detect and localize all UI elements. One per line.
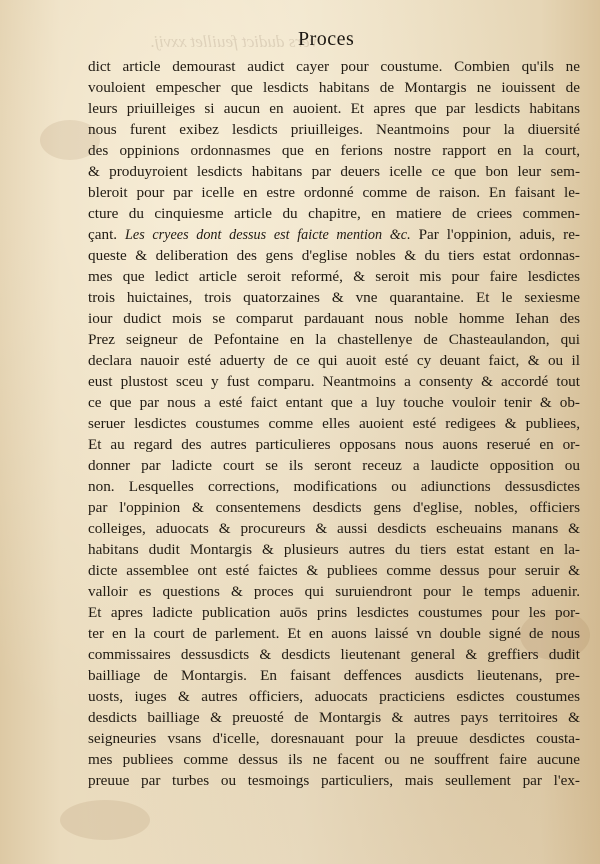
text-line: & produyroient lesdicts habitans par deuers icelle ce que bon leur sem- (88, 163, 580, 180)
text-line: dicte assemblee ont esté faictes & publiees comme dessus pour seruir & (88, 562, 580, 579)
text-line: declara nauoir esté aduerty de ce qui auoit esté cy deuant faict, & ou il (88, 352, 580, 369)
text-line: bailliage de Montargis. En faisant deffences ausdicts lieutenans, pre- (88, 667, 580, 684)
text-line: des oppinions ordonnasmes que en ferions nostre rapport en la court, (88, 142, 580, 159)
text-line: colleiges, aduocats & procureurs & aussi desdicts escheuains manans & (88, 520, 580, 537)
text-line: dict article demourast audict cayer pour coustume. Combien qu'ils ne (88, 58, 580, 75)
text-line: iour dudict mois se comparut pardauant nous noble homme Iehan des (88, 310, 580, 327)
text-line: donner par ladicte court se ils seront receuz a laudicte opposition ou (88, 457, 580, 474)
text-line: preuue par turbes ou tesmoings particuliers, mais seullement par l'ex- (88, 772, 580, 789)
text-line: seigneuries vsans d'icelle, doresnauant pour la preuue desdictes cousta- (88, 730, 580, 747)
text-line: ter en la court de parlement. Et en auons laissé vn double signé de nous (88, 625, 580, 642)
text-line: desdicts bailliage & preuosté de Montargis & autres pays territoires & (88, 709, 580, 726)
text-line: nous furent exibez lesdicts priuilleiges. Neantmoins pour la diuersité (88, 121, 580, 138)
text-line-with-italic (88, 224, 580, 245)
text-line: Prez seigneur de Pefontaine en la chastellenye de Chasteaulandon, qui (88, 331, 580, 348)
text-segment: Par l'oppinion, aduis, re- (418, 226, 580, 243)
text-line: trois huictaines, trois quatorzaines & vne quarantaine. Et le sexiesme (88, 289, 580, 306)
text-line: ce que par nous a esté faict entant que a luy touche vouloir tenir & ob- (88, 394, 580, 411)
paper-stain (60, 800, 150, 840)
running-head: Proces (298, 28, 355, 50)
text-line: Et apres ladicte publication auōs prins lesdictes coustumes pour les por- (88, 604, 580, 621)
text-line: queste & deliberation des gens d'eglise nobles & du tiers estat ordonnas- (88, 247, 580, 264)
text-line: seruer lesdictes coustumes comme elles auoient esté redigees & publiees, (88, 415, 580, 432)
text-line: mes que ledict article seroit reformé, & seroit mis pour faire lesdictes (88, 268, 580, 285)
text-line: bleroit pour par icelle en estre ordonné comme de raison. En faisant le- (88, 184, 580, 201)
text-line: habitans dudit Montargis & plusieurs autres du tiers estat estant en la- (88, 541, 580, 558)
text-line: uosts, iuges & autres officiers, aduocats practiciens esdictes coustumes (88, 688, 580, 705)
text-line: cture du cinquiesme article du chapitre, en matiere de criees commen- (88, 205, 580, 222)
text-line: eust plustost sceu y fust comparu. Neantmoins a consenty & accordé tout (88, 373, 580, 390)
text-line: par l'oppinion & consentemens desdicts gens d'eglise, nobles, officiers (88, 499, 580, 516)
text-line: valloir es questions & proces qui suruiendront pour le temps aduenir. (88, 583, 580, 600)
text-line: commissaires dessusdicts & desdicts lieutenant general & greffiers dudit (88, 646, 580, 663)
text-line: vouloient empescher que lesdicts habitans de Montargis ne iouissent de (88, 79, 580, 96)
italic-citation: Les cryees dont dessus est faicte mention &c. (125, 227, 411, 243)
text-line: Et au regard des autres particulieres opposans nous auons reserué en or- (88, 436, 580, 453)
text-segment: çant. (88, 226, 118, 243)
text-line: mes publiees comme dessus ils ne facent ou ne souffrent faire aucune (88, 751, 580, 768)
text-line: non. Lesquelles corrections, modifications ou adiunctions dessusdictes (88, 478, 580, 495)
bleed-through-text: vers dudict feuillet xxvij. (150, 32, 318, 51)
text-line: leurs priuilleiges si aucun en auoient. Et apres que par lesdicts habitans (88, 100, 580, 117)
body-text (88, 56, 580, 791)
